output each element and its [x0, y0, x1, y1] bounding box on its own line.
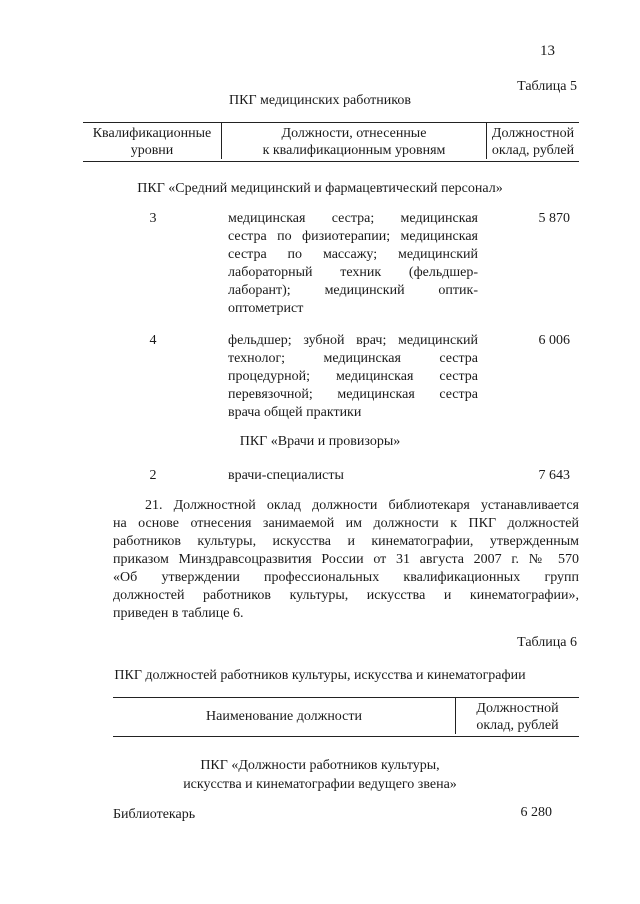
row-positions: врачи-специалисты — [228, 468, 344, 483]
row-salary: 6 280 — [520, 805, 552, 820]
row-positions: фельдшер; зубной врач; медицинский технолог; медицинская сестра процедурной; медицинская сестра перевязочной; медицинская сестра врача общей практики — [228, 333, 478, 420]
group-title-nursing: ПКГ «Средний медицинский и фармацевтический персонал» — [137, 181, 503, 196]
page-number: 13 — [540, 43, 555, 59]
table5-label: Таблица 5 — [517, 79, 577, 94]
row-salary: 7 643 — [538, 468, 570, 483]
row-position: Библиотекарь — [113, 807, 196, 822]
header-positions: Должности, отнесенные к квалификационным уровням — [221, 123, 487, 159]
row-level: 2 — [149, 468, 157, 483]
group-title-culture: ПКГ «Должности работников культуры, искусства и кинематографии ведущего звена» — [183, 758, 457, 792]
table6-label: Таблица 6 — [517, 635, 577, 650]
group-title-doctors: ПКГ «Врачи и провизоры» — [239, 434, 401, 449]
header-position-name: Наименование должности — [206, 709, 362, 724]
header-qualification-levels: Квалификационные уровни — [92, 126, 212, 158]
header-salary: Должностной оклад, рублей — [491, 126, 575, 158]
row-salary: 5 870 — [538, 211, 570, 226]
row-positions: медицинская сестра; медицинская сестра по физиотерапии; медицинская сестра по массажу; медицинский лабораторный техник (фельдшер- лаборант); медицинский оптик- оптометрист — [228, 211, 478, 316]
table6-title: ПКГ должностей работников культуры, искусства и кинематографии — [114, 668, 526, 683]
paragraph-21: 21. Должностной оклад должности библиотекаря устанавливается на основе отнесения занимаемой им должности к ПКГ должностей работников культуры, искусства и кинематографии, утвержденным приказом Минздравсоцразвития России от 31 августа 2007 г. № 570 «Об утверждении профессиональных квалификационных групп должностей работников культуры, искусства и кинематографии», приведен в таблице 6. — [113, 498, 579, 621]
row-level: 4 — [149, 333, 157, 348]
table6-header — [113, 697, 579, 737]
table5-header — [83, 122, 579, 162]
table5-title: ПКГ медицинских работников — [229, 93, 411, 108]
row-salary: 6 006 — [538, 333, 570, 348]
row-level: 3 — [149, 211, 157, 226]
header-salary: Должностной оклад, рублей — [455, 698, 579, 734]
